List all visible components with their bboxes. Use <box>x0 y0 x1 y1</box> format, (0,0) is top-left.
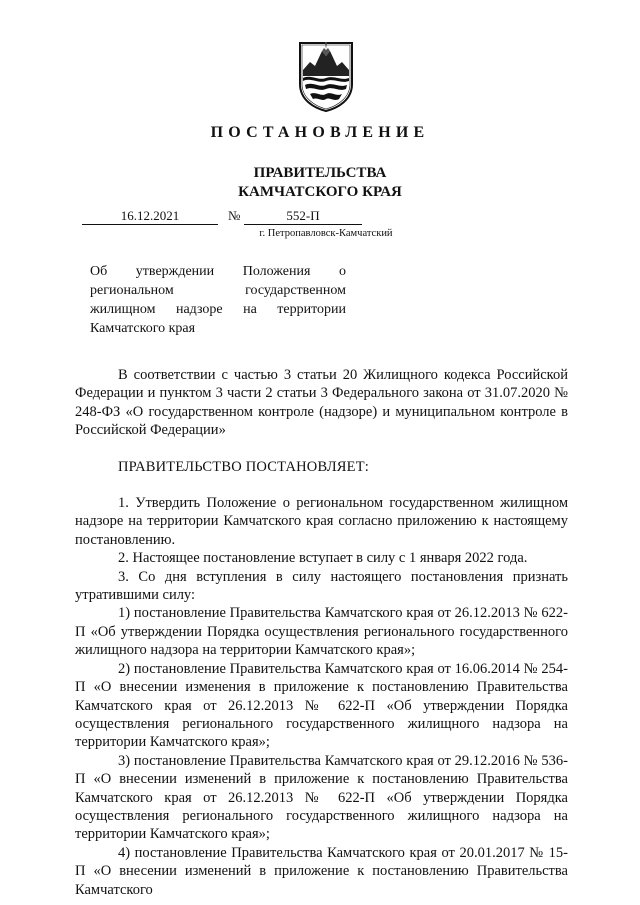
paragraph: 4) постановление Правительства Камчатского края от 20.01.2017 № 15-П «О внесении изменений в приложение к постановлению Правительства Камчатского <box>75 844 568 898</box>
document-city: г. Петропавловск-Камчатский <box>259 228 393 239</box>
document-body <box>75 366 568 899</box>
document-number: 552-П <box>244 207 362 225</box>
kamchatka-emblem-icon <box>296 40 356 112</box>
paragraph: 1) постановление Правительства Камчатского края от 26.12.2013 № 622-П «Об утверждении Порядка осуществления регионального государственного жилищного надзора на территории Камчатского края»; <box>75 605 568 659</box>
document-subject: Об утверждении Положения о региональном государственном жилищном надзоре на территории Камчатского края <box>90 264 346 336</box>
document-title: ПОСТАНОВЛЕНИЕ <box>210 124 430 141</box>
preamble: В соответствии с частью 3 статьи 20 Жилищного кодекса Российской Федерации и пунктом 3 части 2 статьи 3 Федерального закона от 31.07.2020 № 248-ФЗ «О государственном контроле (надзоре) и муниципальном контроле в Российской Федерации» <box>75 367 568 439</box>
paragraph: 2) постановление Правительства Камчатского края от 16.06.2014 № 254-П «О внесении изменения в приложение к постановлению Правительства Камчатского края от 26.12.2013 № 622-П «Об утверждении Порядка осуществления регионального государственного жилищного надзора на территории Камчатского края»; <box>75 660 568 751</box>
issuer-line-1: ПРАВИТЕЛЬСТВА <box>253 165 387 181</box>
paragraph: 1. Утвердить Положение о региональном государственном жилищном надзоре на территории Камчатского края согласно приложению к настоящему постановлению. <box>75 495 568 548</box>
paragraph: 3) постановление Правительства Камчатского края от 29.12.2016 № 536-П «О внесении изменений в приложение к постановлению Правительства Камчатского края от 26.12.2013 № 622-П «Об утверждении Порядка осуществления регионального государственного жилищного надзора на территории Камчатского края»; <box>75 752 568 843</box>
date-number-line <box>0 207 640 227</box>
resolves-heading: ПРАВИТЕЛЬСТВО ПОСТАНОВЛЯЕТ: <box>118 458 370 475</box>
paragraph: 2. Настоящее постановление вступает в силу с 1 января 2022 года. <box>118 550 528 567</box>
paragraph: 3. Со дня вступления в силу настоящего постановления признать утратившими силу: <box>75 568 568 604</box>
number-sign: № <box>228 208 241 223</box>
document-date: 16.12.2021 <box>82 207 218 225</box>
issuer-line-2: КАМЧАТСКОГО КРАЯ <box>238 184 402 200</box>
